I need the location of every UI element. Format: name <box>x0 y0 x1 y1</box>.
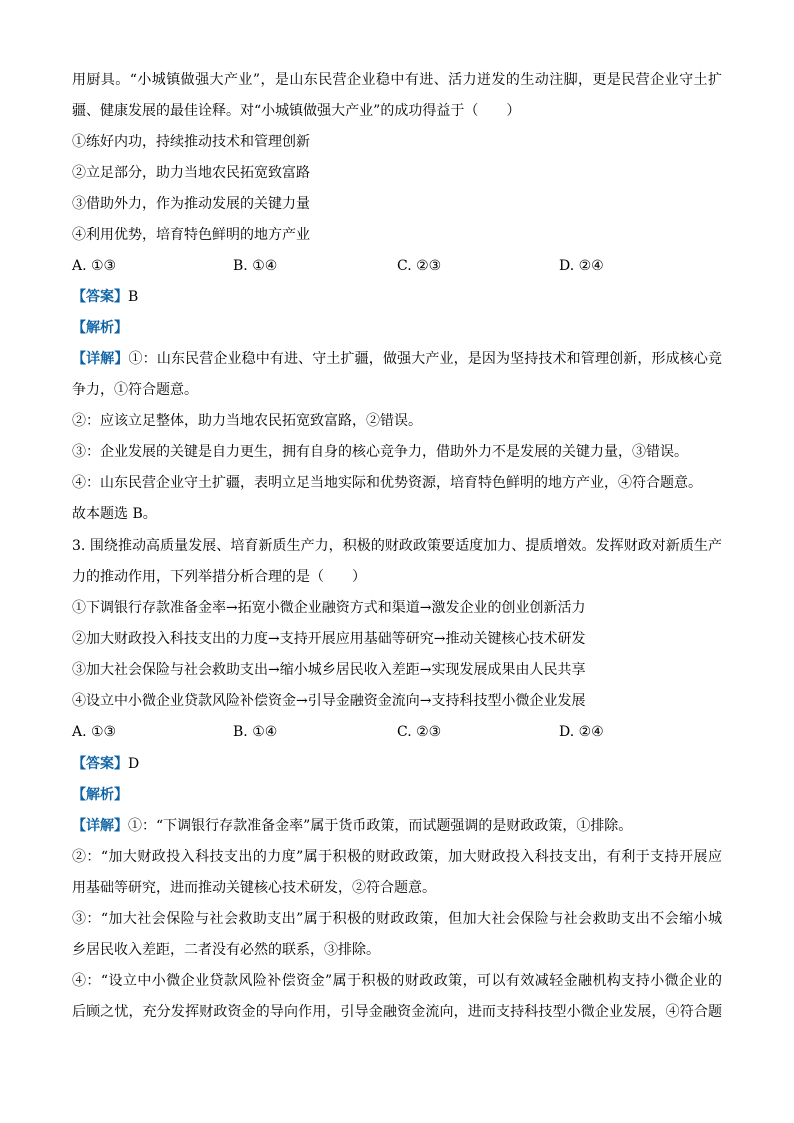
q3-statement-3: ③加大社会保险与社会救助支出→缩小城乡居民收入差距→实现发展成果由人民共享 <box>72 662 586 678</box>
q2-conclusion: 故本题选 B。 <box>72 506 157 522</box>
q3-option-b: B. ①④ <box>233 724 278 740</box>
q2-stem-line-2: 疆、健康发展的最佳诠释。对“小城镇做强大产业”的成功得益于（ ） <box>72 103 521 119</box>
q3-option-c: C. ②③ <box>397 724 442 740</box>
analysis-tag: 【解析】 <box>72 787 128 803</box>
q2-analysis-line-2: 争力，①符合题意。 <box>72 382 198 398</box>
answer-value: D <box>128 756 140 772</box>
q3-analysis-line-1 <box>72 816 632 836</box>
q3-stem-line-2: 力的推动作用，下列举措分析合理的是（ ） <box>72 569 366 585</box>
q2-option-d: D. ②④ <box>559 258 604 274</box>
q2-statement-2: ②立足部分，助力当地农民拓宽致富路 <box>72 165 310 181</box>
q3-analysis-line-7: 后顾之忧，充分发挥财政资金的导向作用，引导金融资金流向，进而支持科技型小微企业发展，④符合题 <box>72 1004 722 1020</box>
analysis-tag: 【解析】 <box>72 320 128 336</box>
q2-analysis-line-4: ③：企业发展的关键是自力更生，拥有自身的核心竞争力，借助外力不是发展的关键力量，③错误。 <box>72 444 688 460</box>
q3-analysis-line-5: 乡居民收入差距，二者没有必然的联系，③排除。 <box>72 942 380 958</box>
q2-option-a: A. ①③ <box>72 258 117 274</box>
q3-statement-1: ①下调银行存款准备金率→拓宽小微企业融资方式和渠道→激发企业的创业创新活力 <box>72 600 586 616</box>
q3-analysis-line-6: ④：“设立中小微企业贷款风险补偿资金”属于积极的财政政策，可以有效减轻金融机构支持小微企业的 <box>72 973 722 989</box>
q2-analysis-heading <box>72 318 128 338</box>
q2-options <box>72 256 732 276</box>
q3-analysis-line-4: ③：“加大社会保险与社会救助支出”属于积极的财政政策，但加大社会保险与社会救助支出不会缩小城 <box>72 911 722 927</box>
q3-option-d: D. ②④ <box>559 724 604 740</box>
detail-tag: 【详解】 <box>72 351 129 367</box>
q3-analysis-line-2: ②：“加大财政投入科技支出的力度”属于积极的财政政策，加大财政投入科技支出，有利于支持开展应 <box>72 849 722 865</box>
q3-statement-4: ④设立中小微企业贷款风险补偿资金→引导金融资金流向→支持科技型小微企业发展 <box>72 693 586 709</box>
answer-value: B <box>128 289 139 305</box>
q2-statement-4: ④利用优势，培育特色鲜明的地方产业 <box>72 227 310 243</box>
answer-tag: 【答案】 <box>72 289 128 305</box>
q2-analysis-line-5: ④：山东民营企业守土扩疆，表明立足当地实际和优势资源，培育特色鲜明的地方产业，④符合题意。 <box>72 475 702 491</box>
q3-analysis-text-1: ①：“下调银行存款准备金率”属于货币政策，而试题强调的是财政政策，①排除。 <box>128 818 633 834</box>
q3-options <box>72 722 732 742</box>
q3-answer <box>72 754 139 774</box>
q2-stem-line-1: 用厨具。“小城镇做强大产业”，是山东民营企业稳中有进、活力迸发的生动注脚，更是民营企业守土扩 <box>72 72 722 88</box>
q2-analysis-line-3: ②：应该立足整体，助力当地农民拓宽致富路，②错误。 <box>72 413 422 429</box>
q3-stem-line-1: 3. 围绕推动高质量发展、培育新质生产力，积极的财政政策要适度加力、提质增效。发挥财政对新质生产 <box>72 538 722 554</box>
q2-statement-1: ①练好内功，持续推动技术和管理创新 <box>72 134 310 150</box>
q3-analysis-heading <box>72 785 128 805</box>
q2-analysis-text-1: ①：山东民营企业稳中有进、守土扩疆，做强大产业，是因为坚持技术和管理创新，形成核心竞 <box>128 351 723 367</box>
q2-answer <box>72 287 138 307</box>
q3-option-a: A. ①③ <box>72 724 117 740</box>
q2-analysis-line-1 <box>72 349 722 369</box>
q2-option-c: C. ②③ <box>397 258 442 274</box>
q3-analysis-line-3: 用基础等研究，进而推动关键核心技术研发，②符合题意。 <box>72 880 436 896</box>
q2-option-b: B. ①④ <box>233 258 278 274</box>
q2-statement-3: ③借助外力，作为推动发展的关键力量 <box>72 196 310 212</box>
detail-tag: 【详解】 <box>72 818 128 834</box>
answer-tag: 【答案】 <box>72 756 128 772</box>
q3-statement-2: ②加大财政投入科技支出的力度→支持开展应用基础等研究→推动关键核心技术研发 <box>72 631 586 647</box>
